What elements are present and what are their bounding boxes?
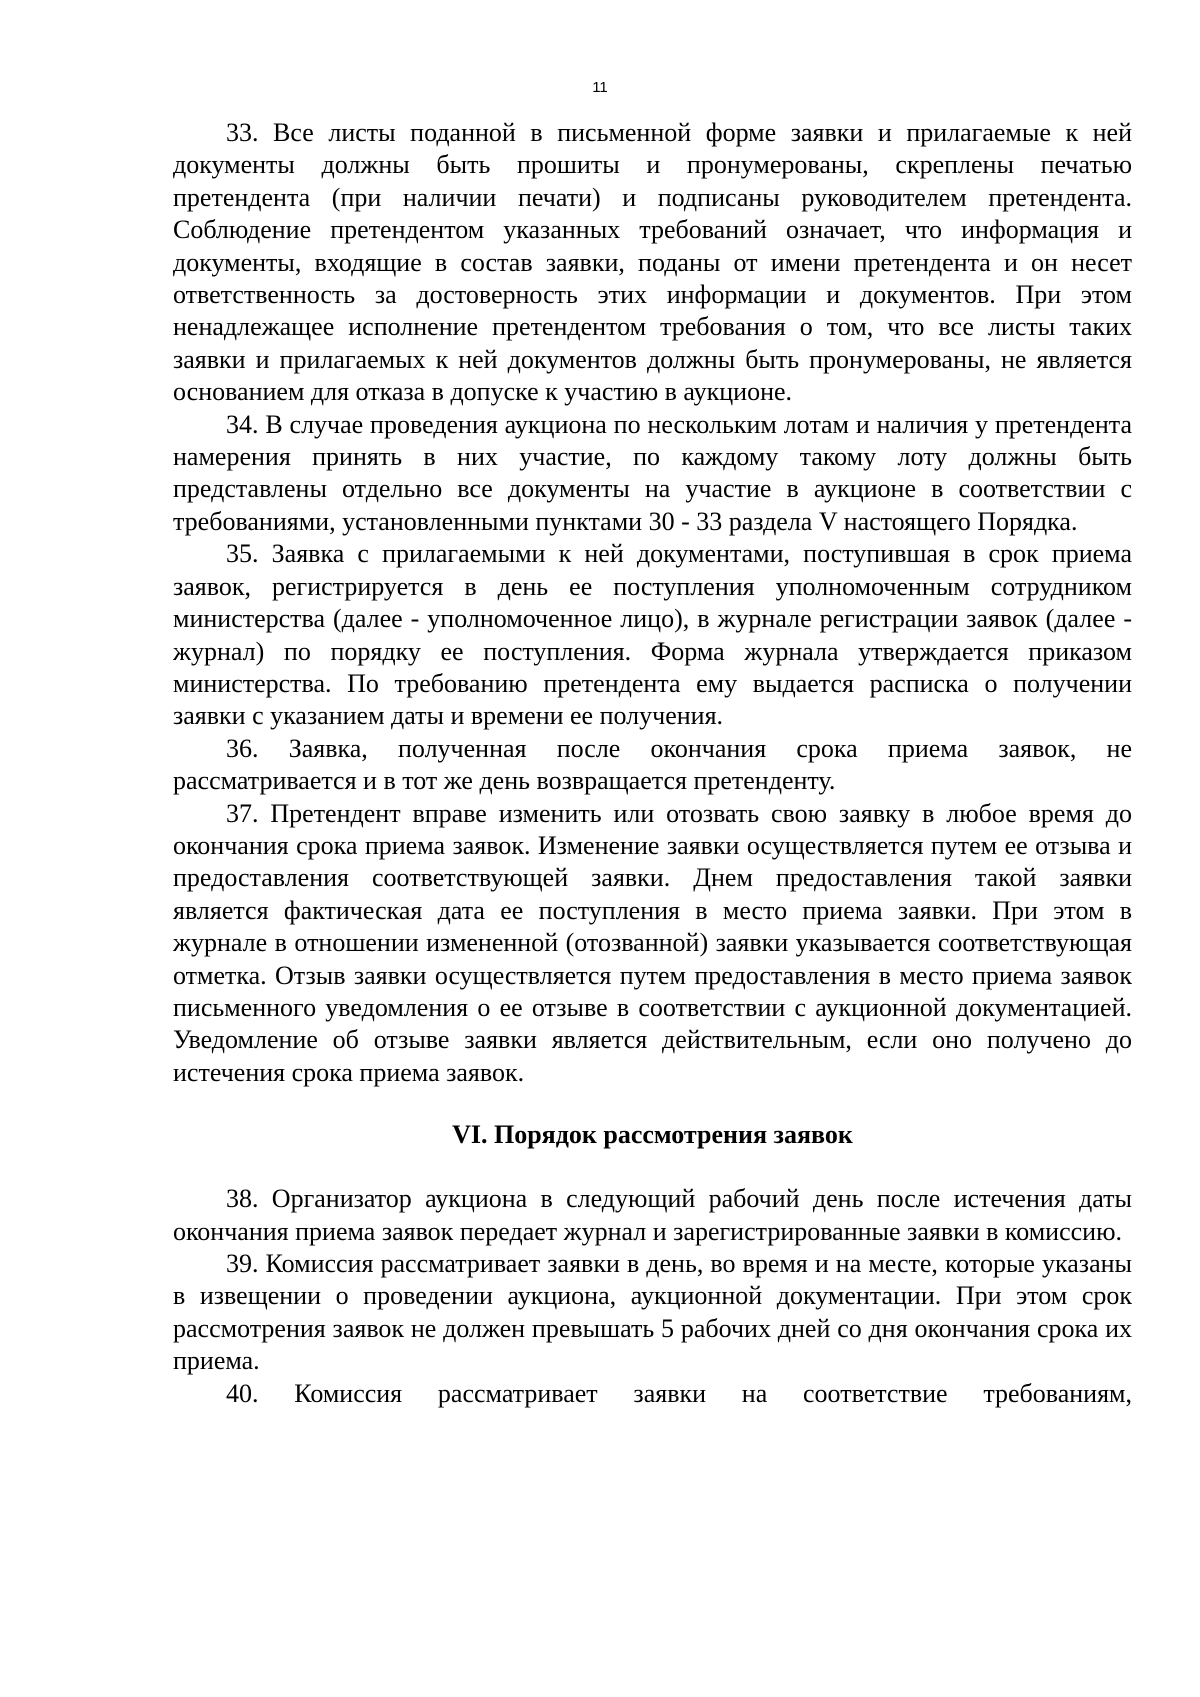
paragraph-37: 37. Претендент вправе изменить или отозвать свою заявку в любое время до окончания срока приема заявок. Изменение заявки осуществляется путем ее отзыва и предоставления соответствующей заявки. Днем предоставления такой заявки является фактическая дата ее поступления в место приема заявки. При этом в журнале в отношении измененной (отозванной) заявки указывается соответствующая отметка. Отзыв заявки осуществляется путем предоставления в место приема заявок письменного уведомления о ее отзыве в соответствии с аукционной документацией. Уведомление об отзыве заявки является действительным, если оно получено до истечения срока приема заявок. xyxy=(173,798,1132,1087)
page-number: 11 xyxy=(592,79,608,96)
paragraph-40: 40. Комиссия рассматривает заявки на соответствие требованиям, xyxy=(226,1378,1132,1408)
section-heading: VI. Порядок рассмотрения заявок xyxy=(452,1120,853,1150)
document-body xyxy=(173,117,1132,1410)
paragraph-34: 34. В случае проведения аукциона по нескольким лотам и наличия у претендента намерения принять в них участие, по каждому такому лоту должны быть представлены отдельно все документы на участие в аукционе в соответствии с требованиями, установленными пунктами 30 - 33 раздела V настоящего Порядка. xyxy=(173,409,1132,536)
paragraph-36: 36. Заявка, полученная после окончания срока приема заявок, не рассматривается и в тот же день возвращается претенденту. xyxy=(173,733,1132,796)
paragraph-39: 39. Комиссия рассматривает заявки в день, во время и на месте, которые указаны в извещении о проведении аукциона, аукционной документации. При этом срок рассмотрения заявок не должен превышать 5 рабочих дней со дня окончания срока их приема. xyxy=(173,1249,1132,1376)
paragraph-33: 33. Все листы поданной в письменной форме заявки и прилагаемые к ней документы должны быть прошиты и пронумерованы, скреплены печатью претендента (при наличии печати) и подписаны руководителем претендента. Соблюдение претендентом указанных требований означает, что информация и документы, входящие в состав заявки, поданы от имени претендента и он несет ответственность за достоверность этих информации и документов. При этом ненадлежащее исполнение претендентом требования о том, что все листы таких заявки и прилагаемых к ней документов должны быть пронумерованы, не является основанием для отказа в допуске к участию в аукционе. xyxy=(173,118,1132,407)
paragraph-38: 38. Организатор аукциона в следующий рабочий день после истечения даты окончания приема заявок передает журнал и зарегистрированные заявки в комиссию. xyxy=(173,1184,1132,1246)
paragraph-35: 35. Заявка с прилагаемыми к ней документами, поступившая в срок приема заявок, регистрируется в день ее поступления уполномоченным сотрудником министерства (далее - уполномоченное лицо), в журнале регистрации заявок (далее - журнал) по порядку ее поступления. Форма журнала утверждается приказом министерства. По требованию претендента ему выдается расписка о получении заявки с указанием даты и времени ее получения. xyxy=(173,539,1132,731)
